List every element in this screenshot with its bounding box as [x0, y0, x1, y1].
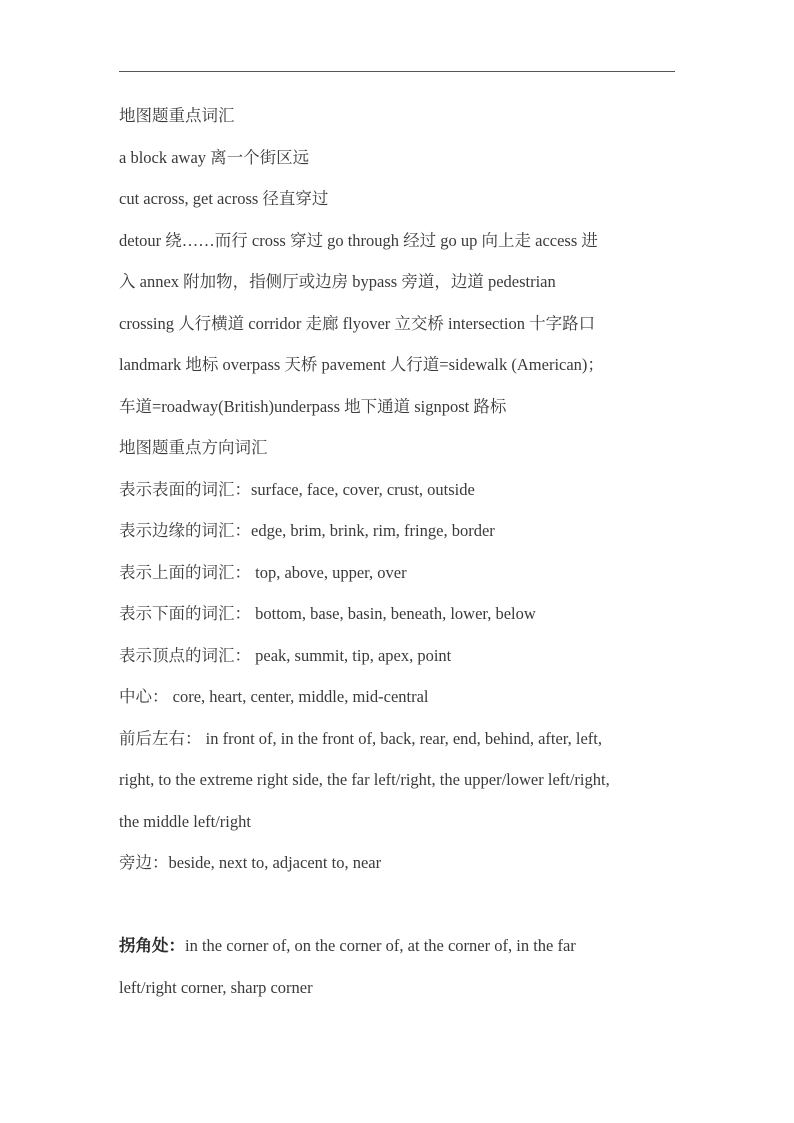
document-body — [119, 102, 689, 1015]
heading-vocab: 地图题重点词汇 — [119, 106, 235, 125]
text-line: 表示边缘的词汇：edge, brim, brink, rim, fringe, border — [119, 521, 495, 540]
text-line: crossing 人行横道 corridor 走廊 flyover 立交桥 intersection 十字路口 — [119, 313, 596, 333]
text-line: 表示上面的词汇： top, above, upper, over — [119, 562, 407, 582]
text-line: landmark 地标 overpass 天桥 pavement 人行道=sidewalk (American)； — [119, 355, 604, 374]
text-line: 车道=roadway(British)underpass 地下通道 signpost 路标 — [119, 396, 507, 416]
text-line: 入 annex 附加物，指侧厅或边房 bypass 旁道，边道 pedestrian — [119, 272, 556, 291]
text-line: 表示表面的词汇：surface, face, cover, crust, outside — [119, 479, 475, 499]
text-line: 表示下面的词汇： bottom, base, basin, beneath, lower, below — [119, 604, 536, 623]
corner-label: 拐角处： — [119, 936, 185, 955]
text-line: the middle left/right — [119, 811, 251, 831]
corner-line — [119, 932, 689, 974]
corner-text: in the corner of, on the corner of, at the corner of, in the far — [185, 936, 576, 955]
text-line: 旁边：beside, next to, adjacent to, near — [119, 853, 382, 872]
text-line: 表示顶点的词汇： peak, summit, tip, apex, point — [119, 645, 452, 665]
text-line: right, to the extreme right side, the far left/right, the upper/lower left/right, — [119, 770, 610, 789]
text-line: cut across, get across 径直穿过 — [119, 189, 329, 208]
text-line: left/right corner, sharp corner — [119, 977, 313, 997]
header-rule — [119, 71, 675, 72]
heading-direction: 地图题重点方向词汇 — [119, 438, 268, 457]
text-line: 中心： core, heart, center, middle, mid-central — [119, 687, 429, 706]
text-line: a block away 离一个街区远 — [119, 147, 310, 167]
text-line: detour 绕……而行 cross 穿过 go through 经过 go up 向上走 access 进 — [119, 230, 598, 250]
blank-line — [119, 891, 689, 933]
text-line: 前后左右： in front of, in the front of, back, rear, end, behind, after, left, — [119, 728, 602, 748]
